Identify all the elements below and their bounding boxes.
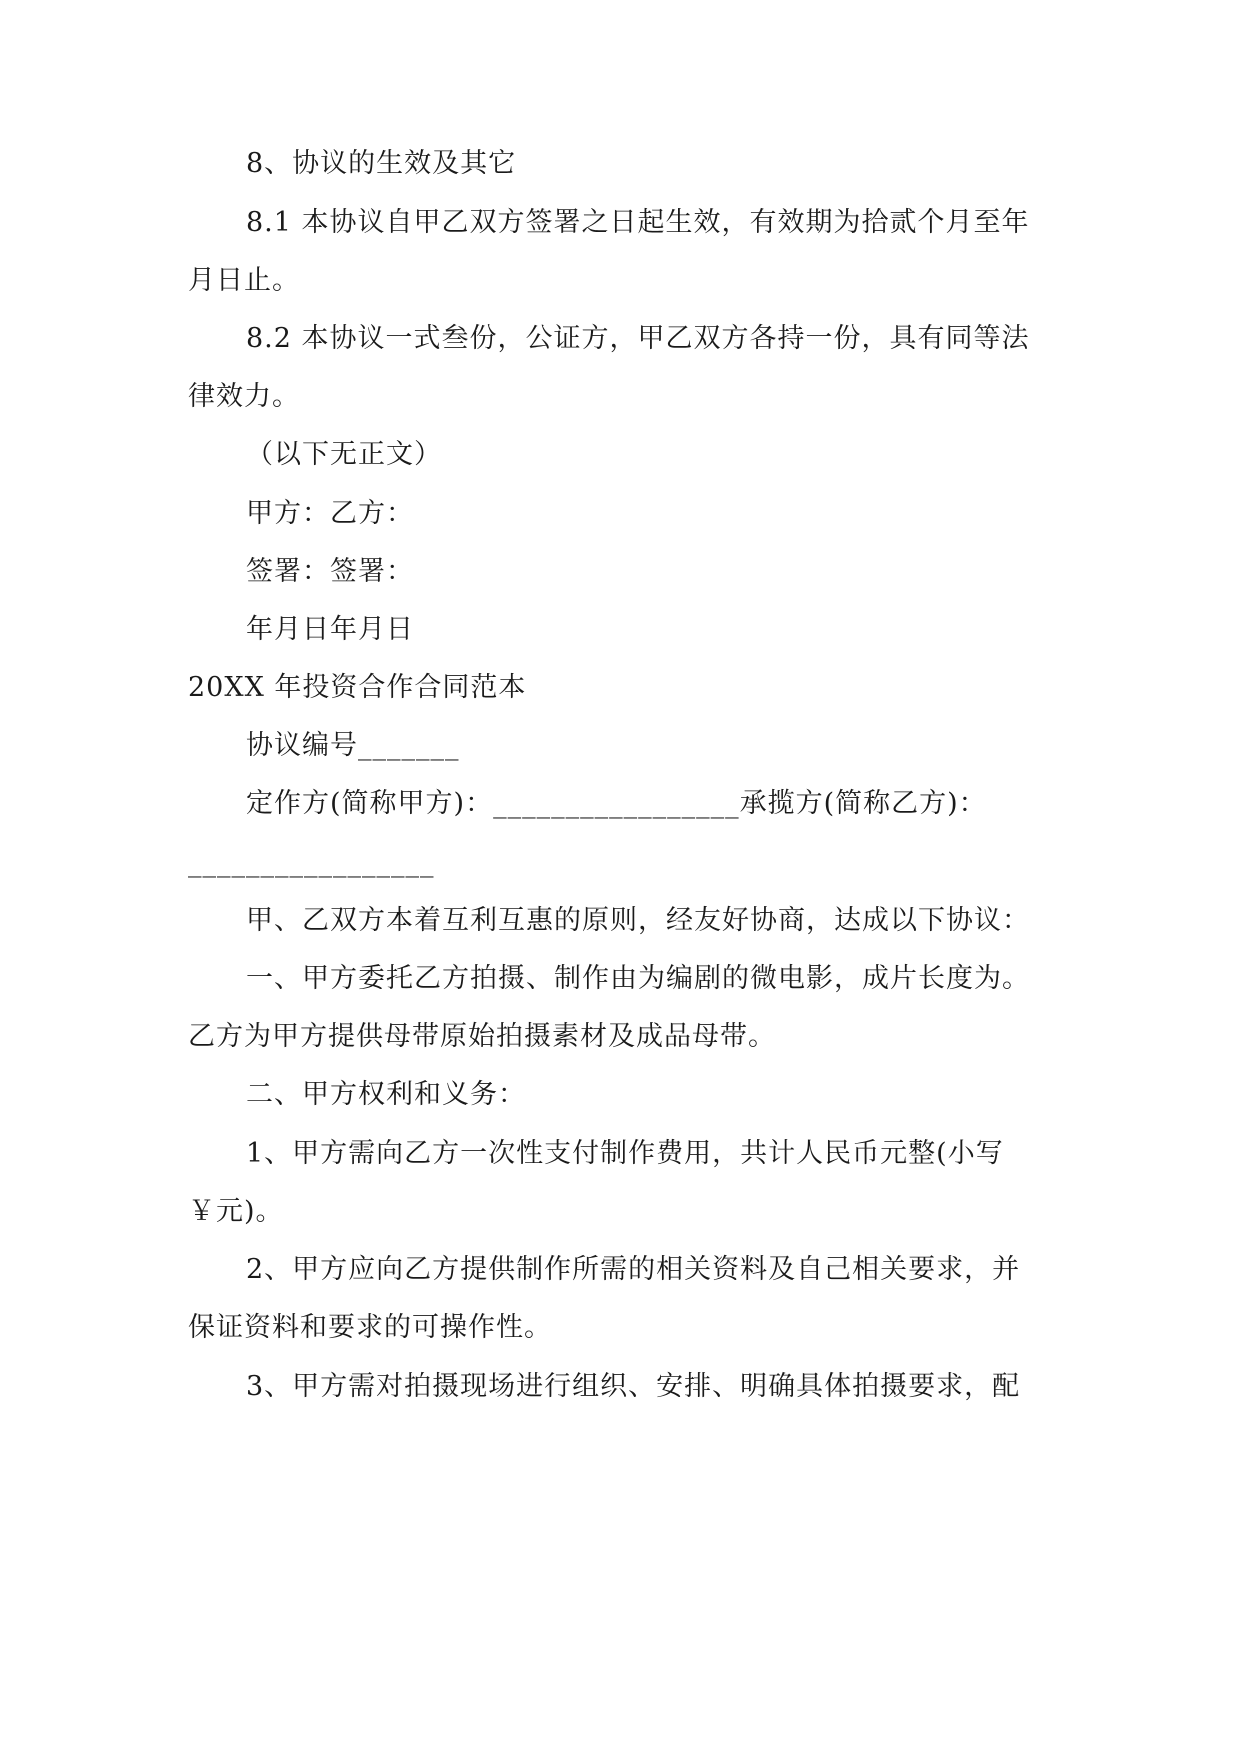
parties-line: 甲方：乙方： [246,498,414,529]
agreement-number: 协议编号_______ [246,730,460,761]
right-2-line-2: 保证资料和要求的可操作性。 [188,1312,552,1343]
right-1-line-2: ￥元)。 [188,1196,284,1227]
clause-8-1-line-2: 月日止。 [188,265,300,296]
preamble: 甲、乙双方本着互利互惠的原则，经友好协商，达成以下协议： [246,905,1030,936]
right-3-line-1: 3、甲方需对拍摄现场进行组织、安排、明确具体拍摄要求，配 [246,1371,1021,1402]
dates-line: 年月日年月日 [246,614,414,645]
section-8-heading: 8、协议的生效及其它 [246,148,517,179]
right-2-line-1: 2、甲方应向乙方提供制作所需的相关资料及自己相关要求，并 [246,1254,1021,1285]
party-names-line-2: _________________ [188,847,435,878]
party-names-line-1: 定作方(简称甲方)：_________________承揽方(简称乙方)： [246,788,987,819]
signatures-line: 签署：签署： [246,556,414,587]
document-title: 20XX 年投资合作合同范本 [188,672,527,703]
item-1-line-2: 乙方为甲方提供母带原始拍摄素材及成品母带。 [188,1021,776,1052]
right-1-line-1: 1、甲方需向乙方一次性支付制作费用，共计人民币元整(小写 [246,1138,1004,1169]
item-2-heading: 二、甲方权利和义务： [246,1079,526,1110]
clause-8-2-line-1: 8.2 本协议一式叁份，公证方，甲乙双方各持一份，具有同等法 [246,323,1030,354]
no-more-text-note: （以下无正文） [246,439,442,470]
clause-8-2-line-2: 律效力。 [188,381,300,412]
item-1-line-1: 一、甲方委托乙方拍摄、制作由为编剧的微电影，成片长度为。 [246,963,1030,994]
clause-8-1-line-1: 8.1 本协议自甲乙双方签署之日起生效，有效期为拾贰个月至年 [246,207,1030,238]
